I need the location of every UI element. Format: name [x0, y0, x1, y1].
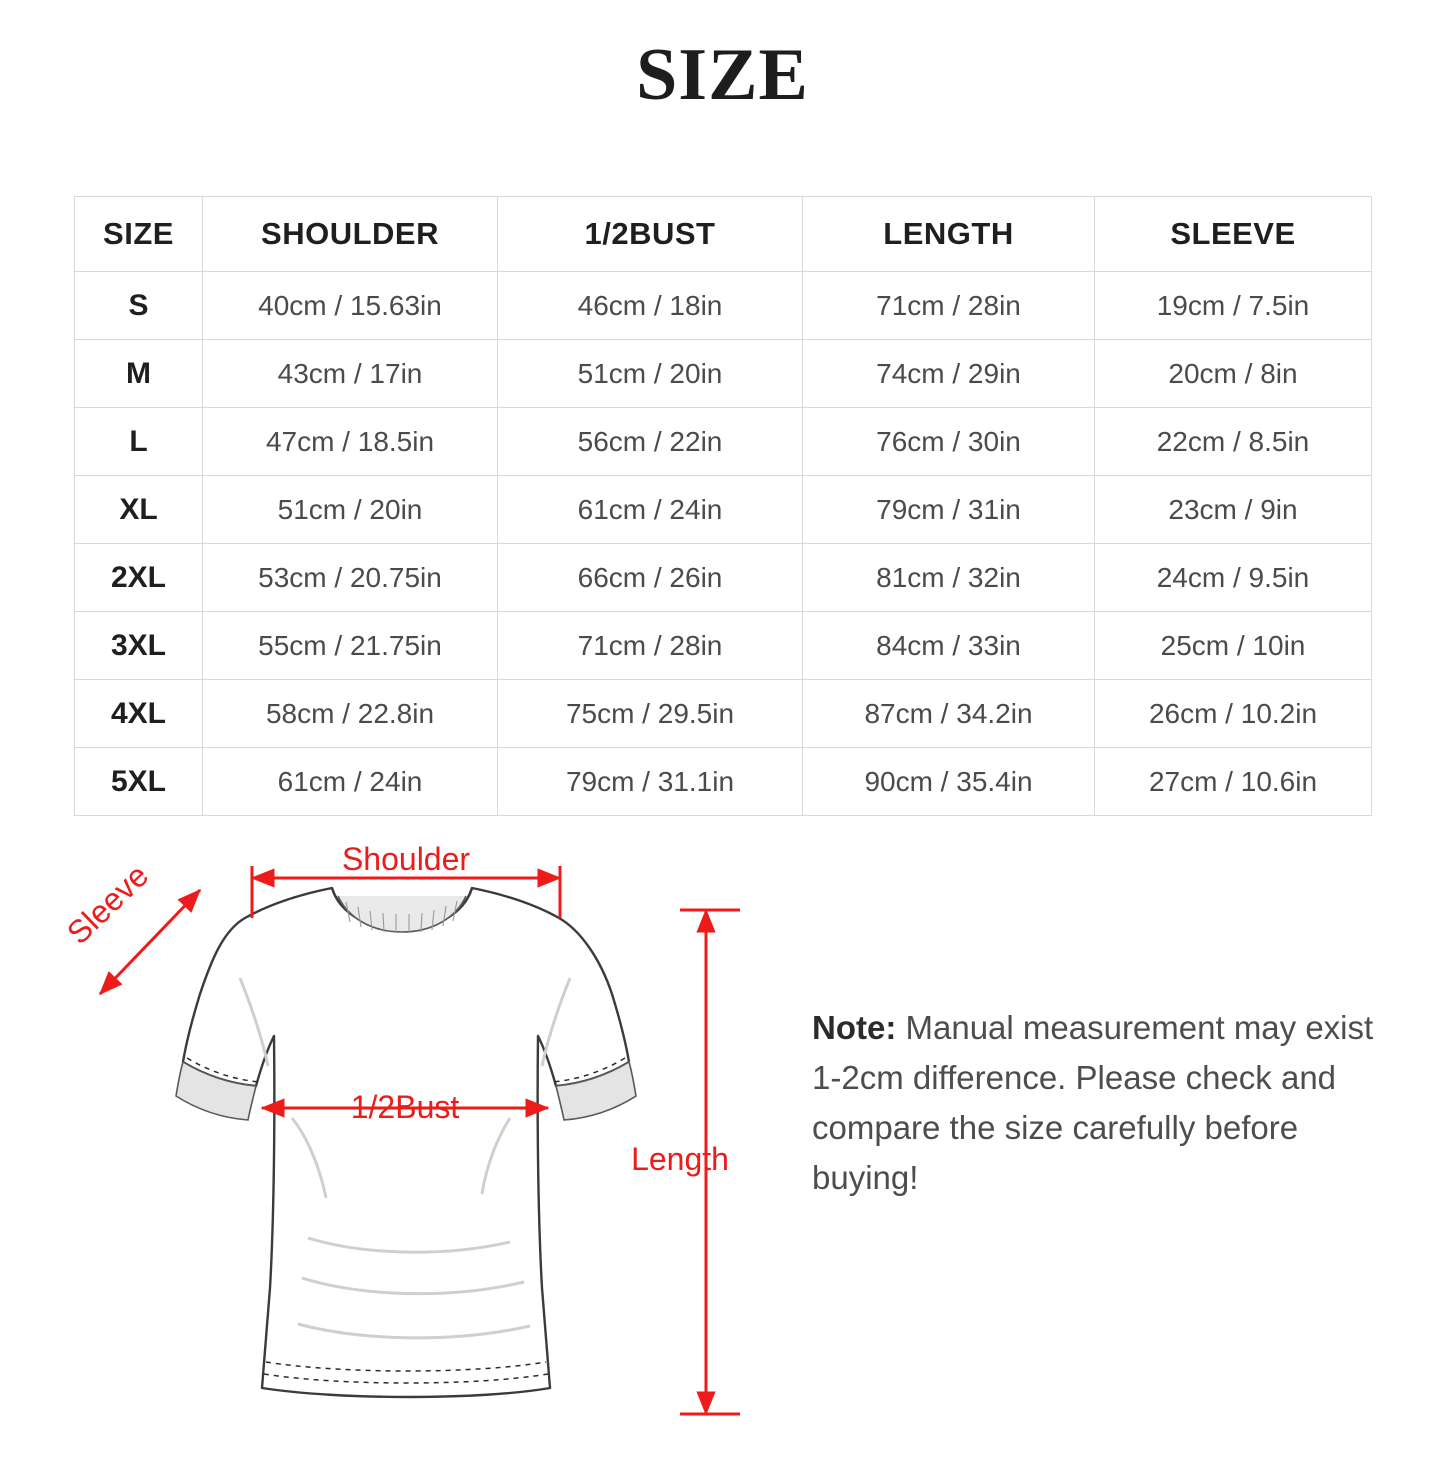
cell-shoulder: 61cm / 24in — [203, 748, 498, 816]
column-header-length: LENGTH — [803, 197, 1095, 272]
table-row — [75, 748, 1372, 816]
cell-sleeve: 24cm / 9.5in — [1095, 544, 1372, 612]
cell-shoulder: 55cm / 21.75in — [203, 612, 498, 680]
cell-sleeve: 27cm / 10.6in — [1095, 748, 1372, 816]
column-header-shoulder: SHOULDER — [203, 197, 498, 272]
cell-bust: 56cm / 22in — [498, 408, 803, 476]
cell-length: 81cm / 32in — [803, 544, 1095, 612]
column-header-size: SIZE — [75, 197, 203, 272]
tshirt-illustration — [183, 888, 629, 1397]
cell-shoulder: 47cm / 18.5in — [203, 408, 498, 476]
note-body: Manual measurement may exist 1-2cm difference. Please check and compare the size carefully before buying! — [812, 1009, 1374, 1197]
cell-bust: 61cm / 24in — [498, 476, 803, 544]
cell-sleeve: 23cm / 9in — [1095, 476, 1372, 544]
cell-bust: 51cm / 20in — [498, 340, 803, 408]
cell-size: 5XL — [75, 748, 203, 816]
cell-length: 84cm / 33in — [803, 612, 1095, 680]
shoulder-label: Shoulder — [341, 841, 471, 877]
cell-length: 76cm / 30in — [803, 408, 1095, 476]
bust-label: 1/2Bust — [350, 1089, 460, 1125]
cell-size: 3XL — [75, 612, 203, 680]
cell-shoulder: 53cm / 20.75in — [203, 544, 498, 612]
sleeve-label: Sleeve — [59, 857, 156, 952]
cell-shoulder: 51cm / 20in — [203, 476, 498, 544]
cell-bust: 71cm / 28in — [498, 612, 803, 680]
cell-size: 4XL — [75, 680, 203, 748]
cell-shoulder: 58cm / 22.8in — [203, 680, 498, 748]
cell-sleeve: 26cm / 10.2in — [1095, 680, 1372, 748]
table-row — [75, 340, 1372, 408]
cell-sleeve: 22cm / 8.5in — [1095, 408, 1372, 476]
cell-sleeve: 25cm / 10in — [1095, 612, 1372, 680]
cell-size: M — [75, 340, 203, 408]
cell-size: XL — [75, 476, 203, 544]
column-header-sleeve: SLEEVE — [1095, 197, 1372, 272]
cell-bust: 75cm / 29.5in — [498, 680, 803, 748]
column-header-bust: 1/2BUST — [498, 197, 803, 272]
table-row — [75, 544, 1372, 612]
note-text — [812, 1003, 1382, 1204]
table-row — [75, 612, 1372, 680]
length-label: Length — [631, 1141, 729, 1177]
tshirt-measurement-diagram — [40, 818, 780, 1458]
cell-sleeve: 19cm / 7.5in — [1095, 272, 1372, 340]
table-row — [75, 680, 1372, 748]
cell-size: L — [75, 408, 203, 476]
cell-bust: 66cm / 26in — [498, 544, 803, 612]
cell-bust: 79cm / 31.1in — [498, 748, 803, 816]
cell-length: 87cm / 34.2in — [803, 680, 1095, 748]
table-row — [75, 272, 1372, 340]
cell-size: S — [75, 272, 203, 340]
cell-bust: 46cm / 18in — [498, 272, 803, 340]
cell-sleeve: 20cm / 8in — [1095, 340, 1372, 408]
cell-size: 2XL — [75, 544, 203, 612]
size-chart-table-wrapper — [74, 196, 1371, 816]
cell-length: 79cm / 31in — [803, 476, 1095, 544]
cell-length: 71cm / 28in — [803, 272, 1095, 340]
table-row — [75, 476, 1372, 544]
cell-length: 74cm / 29in — [803, 340, 1095, 408]
cell-shoulder: 43cm / 17in — [203, 340, 498, 408]
table-header-row — [75, 197, 1372, 272]
cell-shoulder: 40cm / 15.63in — [203, 272, 498, 340]
size-chart-table — [74, 196, 1372, 816]
page-title: SIZE — [636, 34, 809, 116]
cell-length: 90cm / 35.4in — [803, 748, 1095, 816]
note-label: Note: — [812, 1009, 897, 1046]
table-row — [75, 408, 1372, 476]
